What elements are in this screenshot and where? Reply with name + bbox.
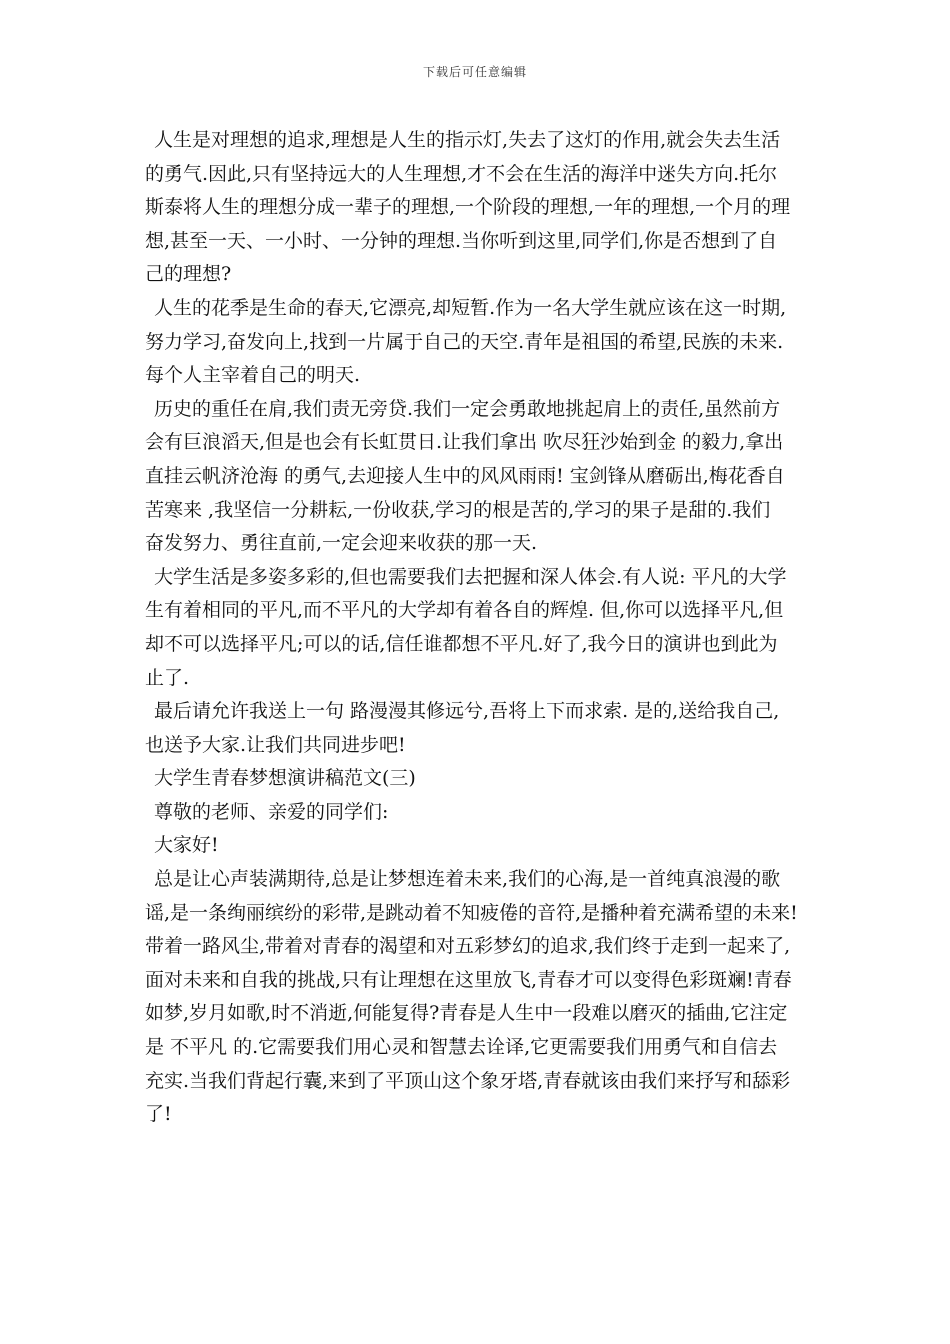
text-line: 奋发努力、勇往直前,一定会迎来收获的那一天. xyxy=(145,532,538,555)
greeting: 大家好! xyxy=(154,834,219,857)
text-line: 人生是对理想的追求,理想是人生的指示灯,失去了这灯的作用,就会失去生活 xyxy=(154,129,781,151)
text-line: 总是让心声装满期待,总是让梦想连着未来,我们的心海,是一首纯真浪漫的歌 xyxy=(154,868,781,891)
salutation: 尊敬的老师、亲爱的同学们: xyxy=(154,800,389,823)
text-line: 努力学习,奋发向上,找到一片属于自己的天空.青年是祖国的希望,民族的未来. xyxy=(145,330,784,353)
text-line: 却不可以选择平凡;可以的话,信任谁都想不平凡.好了,我今日的演讲也到此为 xyxy=(145,632,778,655)
text-line: 斯泰将人生的理想分成一辈子的理想,一个阶段的理想,一年的理想,一个月的理 xyxy=(145,196,791,219)
text-line: 的勇气.因此,只有坚持远大的人生理想,才不会在生活的海洋中迷失方向.托尔 xyxy=(145,162,778,185)
text-line: 苦寒来 ,我坚信一分耕耘,一份收获,学习的根是苦的,学习的果子是甜的.我们 xyxy=(145,498,771,521)
text-line: 己的理想? xyxy=(145,263,232,286)
text-line: 生有着相同的平凡,而不平凡的大学却有着各自的辉煌. 但,你可以选择平凡,但 xyxy=(145,599,784,622)
text-line: 谣,是一条绚丽缤纷的彩带,是跳动着不知疲倦的音符,是播种着充满希望的未来! xyxy=(145,901,798,924)
section-title: 大学生青春梦想演讲稿范文(三) xyxy=(154,767,416,790)
text-line: 带着一路风尘,带着对青春的渴望和对五彩梦幻的追求,我们终于走到一起来了, xyxy=(145,935,791,958)
text-line: 是 不平凡 的.它需要我们用心灵和智慧去诠译,它更需要我们用勇气和自信去 xyxy=(145,1036,778,1059)
text-line: 也送予大家.让我们共同进步吧! xyxy=(145,733,406,756)
document-body xyxy=(145,124,817,1132)
text-line: 大学生活是多姿多彩的,但也需要我们去把握和深人体会.有人说: 平凡的大学 xyxy=(154,565,787,588)
text-line: 充实.当我们背起行囊,来到了平顶山这个象牙塔,青春就该由我们来抒写和舔彩 xyxy=(145,1069,791,1092)
text-line: 会有巨浪滔天,但是也会有长虹贯日.让我们拿出 吹尽狂沙始到金 的毅力,拿出 xyxy=(145,431,784,454)
text-line: 最后请允许我送上一句 路漫漫其修远兮,吾将上下而求索. 是的,送给我自己, xyxy=(154,700,780,723)
text-line: 每个人主宰着自己的明天. xyxy=(145,364,361,387)
text-line: 止了. xyxy=(145,666,190,689)
text-line: 面对未来和自我的挑战,只有让理想在这里放飞,青春才可以变得色彩斑斓!青春 xyxy=(145,968,792,991)
text-line: 人生的花季是生命的春天,它漂亮,却短暂.作为一名大学生就应该在这一时期, xyxy=(154,296,787,319)
text-line: 直挂云帆济沧海 的勇气,去迎接人生中的风风雨雨! 宝剑锋从磨砺出,梅花香自 xyxy=(145,464,785,487)
text-line: 了! xyxy=(145,1103,172,1126)
text-line: 如梦,岁月如歌,时不消逝,何能复得?青春是人生中一段难以磨灭的插曲,它注定 xyxy=(145,1002,788,1025)
text-line: 想,甚至一天、一小时、一分钟的理想.当你听到这里,同学们,你是否想到了自 xyxy=(145,229,778,252)
page-header: 下载后可任意编辑 xyxy=(422,65,527,79)
text-line: 历史的重任在肩,我们责无旁贷.我们一定会勇敢地挑起肩上的责任,虽然前方 xyxy=(154,397,781,420)
